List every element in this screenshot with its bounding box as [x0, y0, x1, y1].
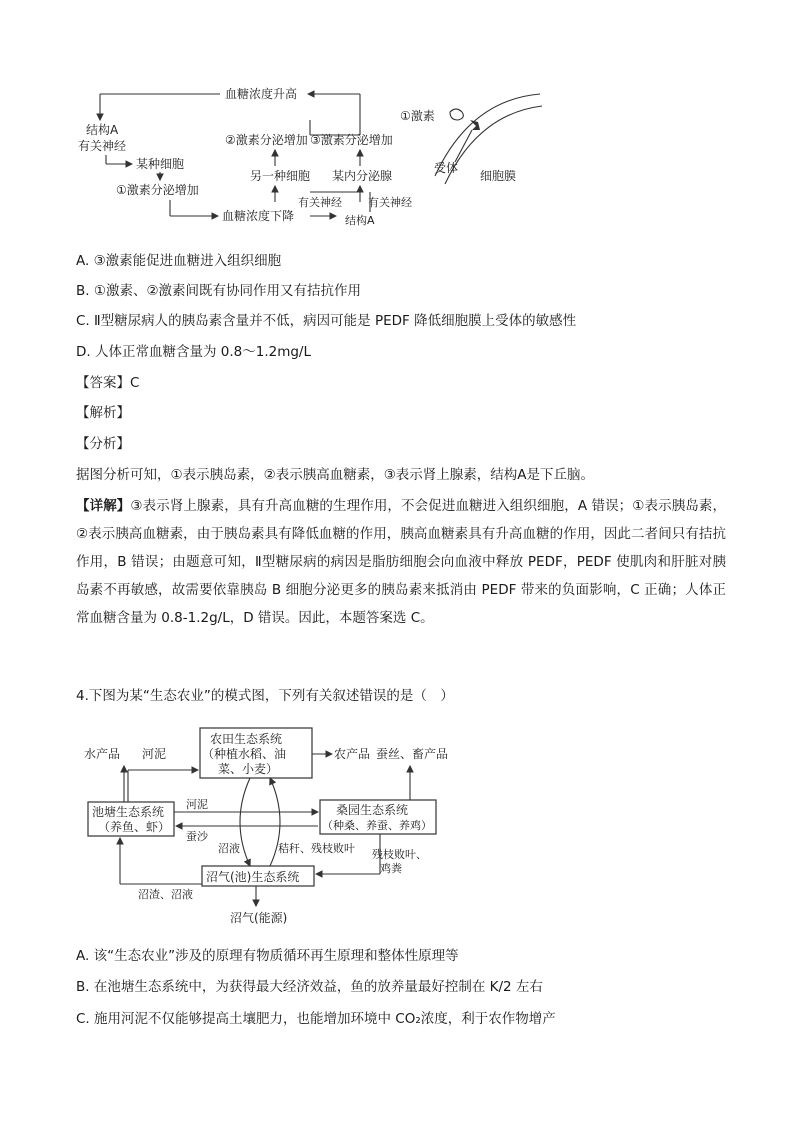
leaves-manure-2: 鸡粪: [380, 862, 402, 875]
q3-detail-text: ③表示肾上腺素，具有升高血糖的生理作用，不会促进血糖进入组织细胞，A 错误；①表示胰岛素，②表示胰高血糖素，由于胰岛素具有降低血糖的作用，胰高血糖素具有升高血糖的作用，因此二者间只有拮抗作用，B 错误；由题意可知，Ⅱ型糖尿病的病因是脂肪细胞会向血液中释放 PEDF，PEDF 使肌肉和肝脏对胰岛素不再敏感，故需要依靠胰岛 B 细胞分泌更多的胰岛素来抵消由 PEDF 带来的负面影响，C 正确；人体正常血糖含量为 0.8-1.2g/L，D 错误。因此，本题答案选 C。: [76, 498, 726, 626]
nerve-left: 有关神经: [78, 139, 127, 153]
glucose-rise-label: 血糖浓度升高: [225, 87, 298, 101]
q4-option-a: A. 该“生态农业”涉及的原理有物质循环再生原理和整体性原理等: [76, 948, 459, 964]
other-cell: 另一种细胞: [250, 169, 311, 183]
q4-stem: 4.下图为某“生态农业”的模式图，下列有关叙述错误的是（ ）: [76, 688, 454, 704]
glucose-fall-label: 血糖浓度下降: [222, 209, 295, 223]
farmland-line3: 菜、小麦）: [218, 762, 279, 776]
nerve-right: 有关神经: [368, 196, 412, 209]
pond-title: 池塘生态系统: [92, 805, 165, 819]
farmland-line2: （种植水稻、油: [202, 747, 287, 761]
q3-detail-label: 【详解】: [76, 498, 131, 514]
q3-option-c: C. Ⅱ型糖尿病人的胰岛素含量并不低，病因可能是 PEDF 降低细胞膜上受体的敏感性: [76, 313, 577, 329]
hormone-1-increase: ①激素分泌增加: [116, 183, 199, 197]
q3-fenxi-text: 据图分析可知，①表示胰岛素，②表示胰高血糖素，③表示肾上腺素，结构A是下丘脑。: [76, 467, 595, 483]
silk-products: 蚕丝、畜产品: [376, 747, 449, 761]
river-mud-top: 河泥: [142, 747, 167, 761]
leaves-manure-1: 残枝败叶、: [372, 848, 427, 861]
q3-option-d: D. 人体正常血糖含量为 0.8～1.2mg/L: [76, 344, 311, 360]
residue-liquid: 沼渣、沼液: [138, 888, 193, 901]
inset-receptor: 受体: [434, 161, 459, 175]
nerve-bottom: 有关神经: [298, 196, 342, 209]
farm-products: 农产品: [334, 747, 371, 761]
q4-option-b: B. 在池塘生态系统中，为获得最大经济效益，鱼的放养量最好控制在 K/2 左右: [76, 979, 543, 995]
structure-a-bottom: 结构A: [345, 214, 375, 227]
eco-agriculture-diagram: [80, 722, 460, 932]
straw-leaves: 秸秆、残枝败叶: [278, 842, 355, 855]
q3-detail: [76, 492, 726, 632]
river-mud-mid: 河泥: [186, 798, 208, 811]
q3-answer: 【答案】C: [76, 375, 140, 391]
structure-a-left: 结构A: [86, 123, 119, 137]
hormone-2-increase: ②激素分泌增加: [225, 133, 308, 147]
q3-option-b: B. ①激素、②激素间既有协同作用又有拮抗作用: [76, 283, 362, 299]
q3-option-a: A. ③激素能促进血糖进入组织细胞: [76, 253, 282, 269]
mulberry-title: 桑园生态系统: [336, 803, 409, 817]
hormone-3-increase: ③激素分泌增加: [310, 133, 393, 147]
q3-analysis-label: 【解析】: [76, 405, 130, 421]
endocrine-gland: 某内分泌腺: [332, 169, 393, 183]
mulberry-sub: （种桑、养蚕、养鸡）: [322, 819, 432, 832]
biogas-system: 沼气(池)生态系统: [206, 870, 300, 884]
pond-sub: （养鱼、虾）: [98, 820, 171, 834]
q4-option-c: C. 施用河泥不仅能够提高土壤肥力，也能增加环境中 CO₂浓度，利于农作物增产: [76, 1011, 556, 1027]
biogas-energy: 沼气(能源): [230, 911, 288, 925]
water-products: 水产品: [84, 747, 121, 761]
silkworm-sand: 蚕沙: [186, 830, 208, 843]
q3-fenxi-label: 【分析】: [76, 436, 130, 452]
inset-membrane: 细胞膜: [480, 169, 517, 183]
biogas-liquid: 沼液: [218, 842, 240, 855]
blood-glucose-diagram: [70, 80, 550, 230]
certain-cell: 某种细胞: [136, 157, 185, 171]
inset-hormone: ①激素: [400, 109, 435, 123]
farmland-title: 农田生态系统: [210, 732, 283, 746]
